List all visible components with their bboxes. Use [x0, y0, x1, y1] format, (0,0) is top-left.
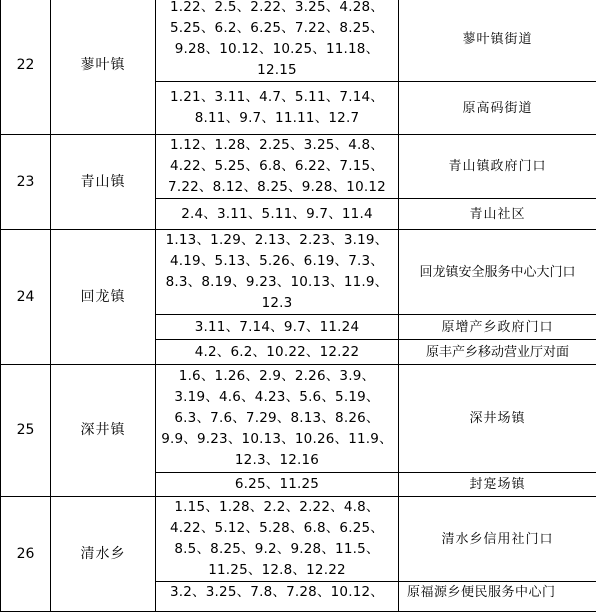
dates-cell: 1.6、1.26、2.9、2.26、3.9、3.19、4.6、4.23、5.6、5.19、6.3、7.6、7.29、8.13、8.26、9.9、9.23、10.13、10.26、11.9、12.3、12.16 — [156, 365, 399, 473]
location-cell: 回龙镇安全服务中心大门口 — [399, 230, 596, 315]
table-row — [1, 497, 596, 582]
dates-cell: 1.13、1.29、2.13、2.23、3.19、4.19、5.13、5.26、6.19、7.3、8.3、8.19、9.23、10.13、11.9、12.3 — [156, 230, 399, 315]
location-cell: 原高码街道 — [399, 82, 596, 135]
town-name: 深井镇 — [51, 365, 156, 497]
dates-cell: 6.25、11.25 — [156, 473, 399, 497]
location-cell: 原增产乡政府门口 — [399, 315, 596, 340]
dates-cell: 3.2、3.25、7.8、7.28、10.12、 — [156, 582, 399, 612]
location-cell: 封寔场镇 — [399, 473, 596, 497]
location-cell: 深井场镇 — [399, 365, 596, 473]
table-row — [1, 135, 596, 199]
row-number: 23 — [1, 135, 51, 230]
table-row — [1, 230, 596, 315]
location-cell: 蓼叶镇街道 — [399, 0, 596, 82]
table-row — [1, 365, 596, 473]
dates-cell: 1.21、3.11、4.7、5.11、7.14、8.11、9.7、11.11、12.7 — [156, 82, 399, 135]
dates-cell: 4.2、6.2、10.22、12.22 — [156, 340, 399, 365]
location-cell: 青山镇政府门口 — [399, 135, 596, 199]
location-cell: 原丰产乡移动营业厅对面 — [399, 340, 596, 365]
row-number: 26 — [1, 497, 51, 612]
location-cell: 清水乡信用社门口 — [399, 497, 596, 582]
location-cell: 青山社区 — [399, 199, 596, 230]
town-name: 青山镇 — [51, 135, 156, 230]
dates-cell: 2.4、3.11、5.11、9.7、11.4 — [156, 199, 399, 230]
town-name: 回龙镇 — [51, 230, 156, 365]
dates-cell: 1.15、1.28、2.2、2.22、4.8、4.22、5.12、5.28、6.8、6.25、8.5、8.25、9.2、9.28、11.5、11.25、12.8、12.22 — [156, 497, 399, 582]
row-number: 22 — [1, 0, 51, 135]
row-number: 24 — [1, 230, 51, 365]
dates-cell: 3.11、7.14、9.7、11.24 — [156, 315, 399, 340]
table-row — [1, 0, 596, 82]
dates-cell: 1.12、1.28、2.25、3.25、4.8、4.22、5.25、6.8、6.22、7.15、7.22、8.12、8.25、9.28、10.12 — [156, 135, 399, 199]
location-cell: 原福源乡便民服务中心门 — [399, 582, 596, 612]
row-number: 25 — [1, 365, 51, 497]
town-name: 清水乡 — [51, 497, 156, 612]
dates-cell: 1.22、2.5、2.22、3.25、4.28、5.25、6.2、6.25、7.22、8.25、9.28、10.12、10.25、11.18、12.15 — [156, 0, 399, 82]
town-name: 蓼叶镇 — [51, 0, 156, 135]
